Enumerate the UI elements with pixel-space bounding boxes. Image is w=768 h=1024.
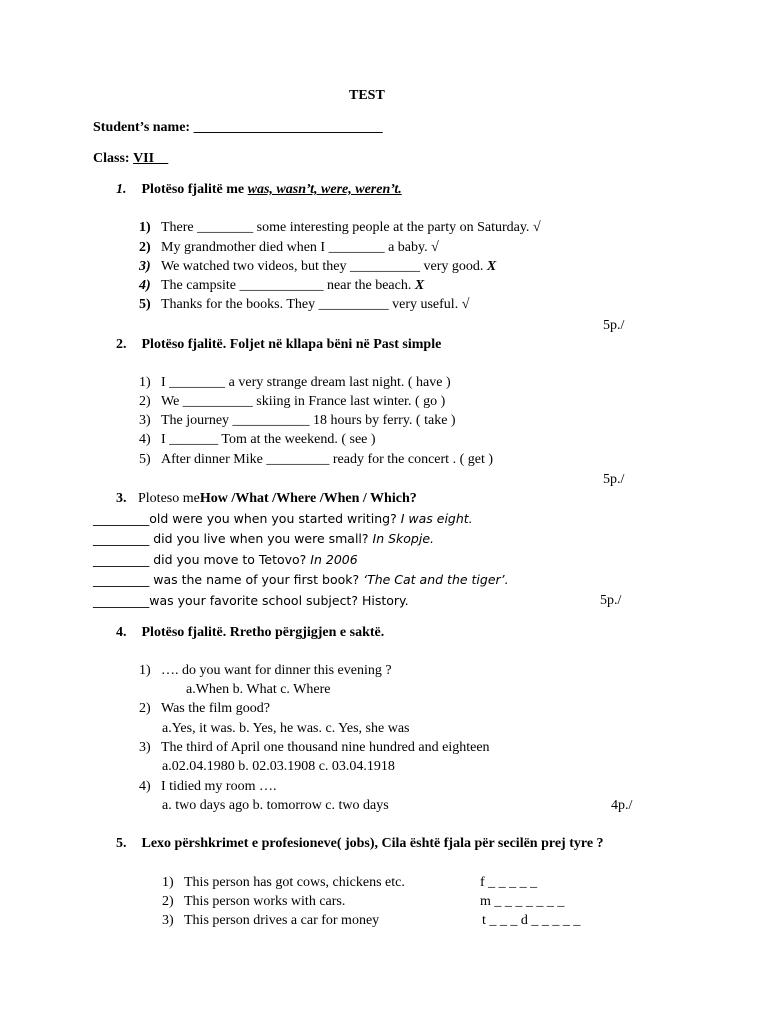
question-number: 3. xyxy=(116,491,127,506)
mark: √ xyxy=(461,297,470,312)
q5-answer: f _ _ _ _ _ xyxy=(480,875,538,890)
question-3-heading xyxy=(116,491,417,507)
q2-item: 1) I ________ a very strange dream last night. ( have ) xyxy=(139,375,451,390)
question-words: was, wasn’t, were, weren’t. xyxy=(247,182,402,197)
question-prompt: Plotëso fjalitë. Rretho përgjigjen e saktë. xyxy=(141,625,385,640)
q4-item: 1) …. do you want for dinner this evening ? xyxy=(139,663,392,678)
mark: √ xyxy=(532,220,541,235)
q3-item: _________ did you move to Tetovo? In 2006 xyxy=(93,552,358,567)
mark: X xyxy=(486,259,497,274)
q4-options: a. two days ago b. tomorrow c. two days xyxy=(162,798,389,813)
q3-item: _________was your favorite school subject? History. xyxy=(93,593,409,608)
q2-item: 5) After dinner Mike _________ ready for the concert . ( get ) xyxy=(139,452,493,467)
q5-item: 3) This person drives a car for money xyxy=(162,913,380,928)
q5-item: 2) This person works with cars. xyxy=(162,894,346,909)
q4-options: a.When b. What c. Where xyxy=(186,682,331,697)
q1-points: 5p./ xyxy=(603,318,625,333)
question-prompt: Plotëso fjalitë me xyxy=(141,182,245,197)
q4-options: a.Yes, it was. b. Yes, he was. c. Yes, she was xyxy=(162,721,410,736)
q3-item: _________ did you live when you were small? In Skopje. xyxy=(93,531,434,546)
q1-item: 2) My grandmother died when I ________ a baby. √ xyxy=(139,240,439,255)
q5-answer: m _ _ _ _ _ _ _ xyxy=(480,894,565,909)
q1-item: 1) There ________ some interesting people at the party on Saturday. √ xyxy=(139,220,541,235)
q4-options: a.02.04.1980 b. 02.03.1908 c. 03.04.1918 xyxy=(162,759,395,774)
page-title: TEST xyxy=(349,88,385,103)
question-number: 2. xyxy=(116,337,127,352)
q5-answer: t _ _ _ d _ _ _ _ _ xyxy=(482,913,581,928)
q4-points: 4p./ xyxy=(611,798,633,813)
q3-points: 5p./ xyxy=(600,593,622,608)
question-5-heading xyxy=(116,836,604,852)
class-label: Class: xyxy=(93,151,130,166)
q3-item: _________ was the name of your first book? ‘The Cat and the tiger’. xyxy=(93,572,509,587)
class-row xyxy=(93,151,168,167)
student-name-row xyxy=(93,120,383,136)
question-number: 5. xyxy=(116,836,127,851)
question-1-heading xyxy=(116,182,402,198)
question-number: 4. xyxy=(116,625,127,640)
mark: X xyxy=(414,278,425,293)
q2-item: 2) We __________ skiing in France last winter. ( go ) xyxy=(139,394,446,409)
q2-item: 3) The journey ___________ 18 hours by ferry. ( take ) xyxy=(139,413,456,428)
question-number: 1. xyxy=(116,182,127,197)
q5-item: 1) This person has got cows, chickens etc. xyxy=(162,875,405,890)
q2-item: 4) I _______ Tom at the weekend. ( see ) xyxy=(139,432,376,447)
question-words: How /What /Where /When / Which? xyxy=(199,491,417,506)
student-name-blank: ___________________________ xyxy=(193,120,383,135)
q4-item: 2) Was the film good? xyxy=(139,701,270,716)
q3-item: _________old were you when you started writing? I was eight. xyxy=(93,511,473,526)
q4-item: 3) The third of April one thousand nine hundred and eighteen xyxy=(139,740,490,755)
q1-item: 4) The campsite ____________ near the beach. X xyxy=(139,278,425,293)
student-name-label: Student’s name: xyxy=(93,120,191,135)
class-value: VII__ xyxy=(133,151,169,166)
question-prompt: Ploteso me xyxy=(138,491,200,506)
mark: √ xyxy=(431,240,439,255)
q4-item: 4) I tidied my room …. xyxy=(139,779,277,794)
q1-item: 5) Thanks for the books. They __________ very useful. √ xyxy=(139,297,470,312)
question-2-heading xyxy=(116,337,441,353)
q2-points: 5p./ xyxy=(603,472,625,487)
question-4-heading xyxy=(116,625,384,641)
question-prompt: Plotëso fjalitë. Foljet në kllapa bëni në Past simple xyxy=(141,337,442,352)
question-prompt: Lexo përshkrimet e profesioneve( jobs), Cila është fjala për secilën prej tyre ? xyxy=(141,836,604,851)
q1-item: 3) We watched two videos, but they __________ very good. X xyxy=(139,259,497,274)
